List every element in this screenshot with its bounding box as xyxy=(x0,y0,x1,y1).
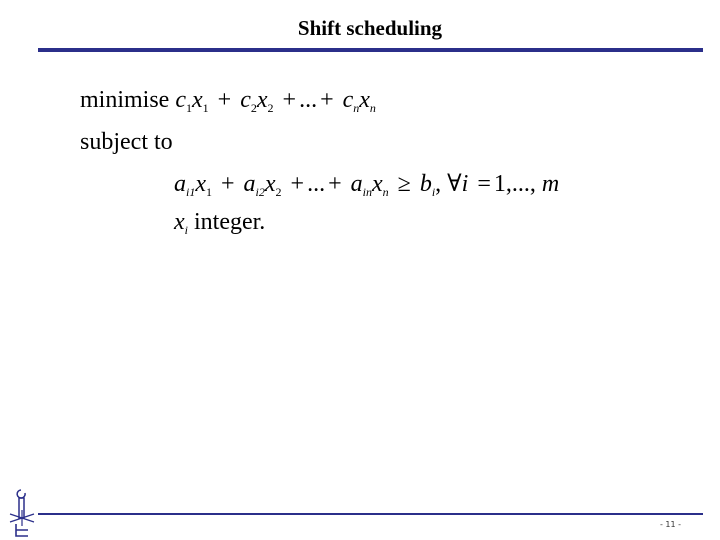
constraint-line xyxy=(174,172,559,198)
comma: , xyxy=(435,171,442,197)
slide-title: Shift scheduling xyxy=(297,16,443,40)
geq-sign: ≥ xyxy=(397,171,411,197)
equals-sign: = xyxy=(477,171,491,197)
integrality-line xyxy=(174,210,265,236)
plus-sign: + xyxy=(217,87,232,113)
ellipsis: ... xyxy=(307,171,326,197)
plus-sign: + xyxy=(290,171,305,197)
index-range-end: m xyxy=(541,171,560,197)
index-range: 1,..., xyxy=(493,171,536,197)
plus-sign: + xyxy=(328,171,342,197)
objective-term-2: $c_2x_2$ xyxy=(240,87,274,115)
objective-line xyxy=(80,88,376,114)
constraint-term-1: $a_{i1}x_1$ xyxy=(174,171,212,199)
page-number: - 11 - xyxy=(660,520,682,529)
constraint-term-2: $a_{i2}x_2$ xyxy=(243,171,282,199)
university-crest-icon xyxy=(4,486,40,538)
constraint-term-n: $a_{in}x_n$ xyxy=(350,171,389,199)
integer-text: integer. xyxy=(194,209,266,235)
index-symbol: i xyxy=(461,171,469,197)
plus-sign: + xyxy=(320,87,334,113)
subject-to-label: subject to xyxy=(80,129,173,155)
objective-term-1: $c_1x_1$ xyxy=(175,87,209,115)
integer-variable: $x_i$ xyxy=(174,209,188,237)
ellipsis: ... xyxy=(299,87,318,113)
objective-term-n: $c_nx_n$ xyxy=(342,87,376,115)
constraint-rhs: $b_i$ xyxy=(419,171,436,199)
forall-symbol: ∀ xyxy=(447,171,462,197)
title-divider xyxy=(38,48,703,52)
plus-sign: + xyxy=(221,171,235,197)
plus-sign: + xyxy=(282,87,297,113)
objective-keyword: minimise xyxy=(80,87,170,113)
footer-divider xyxy=(38,513,703,515)
